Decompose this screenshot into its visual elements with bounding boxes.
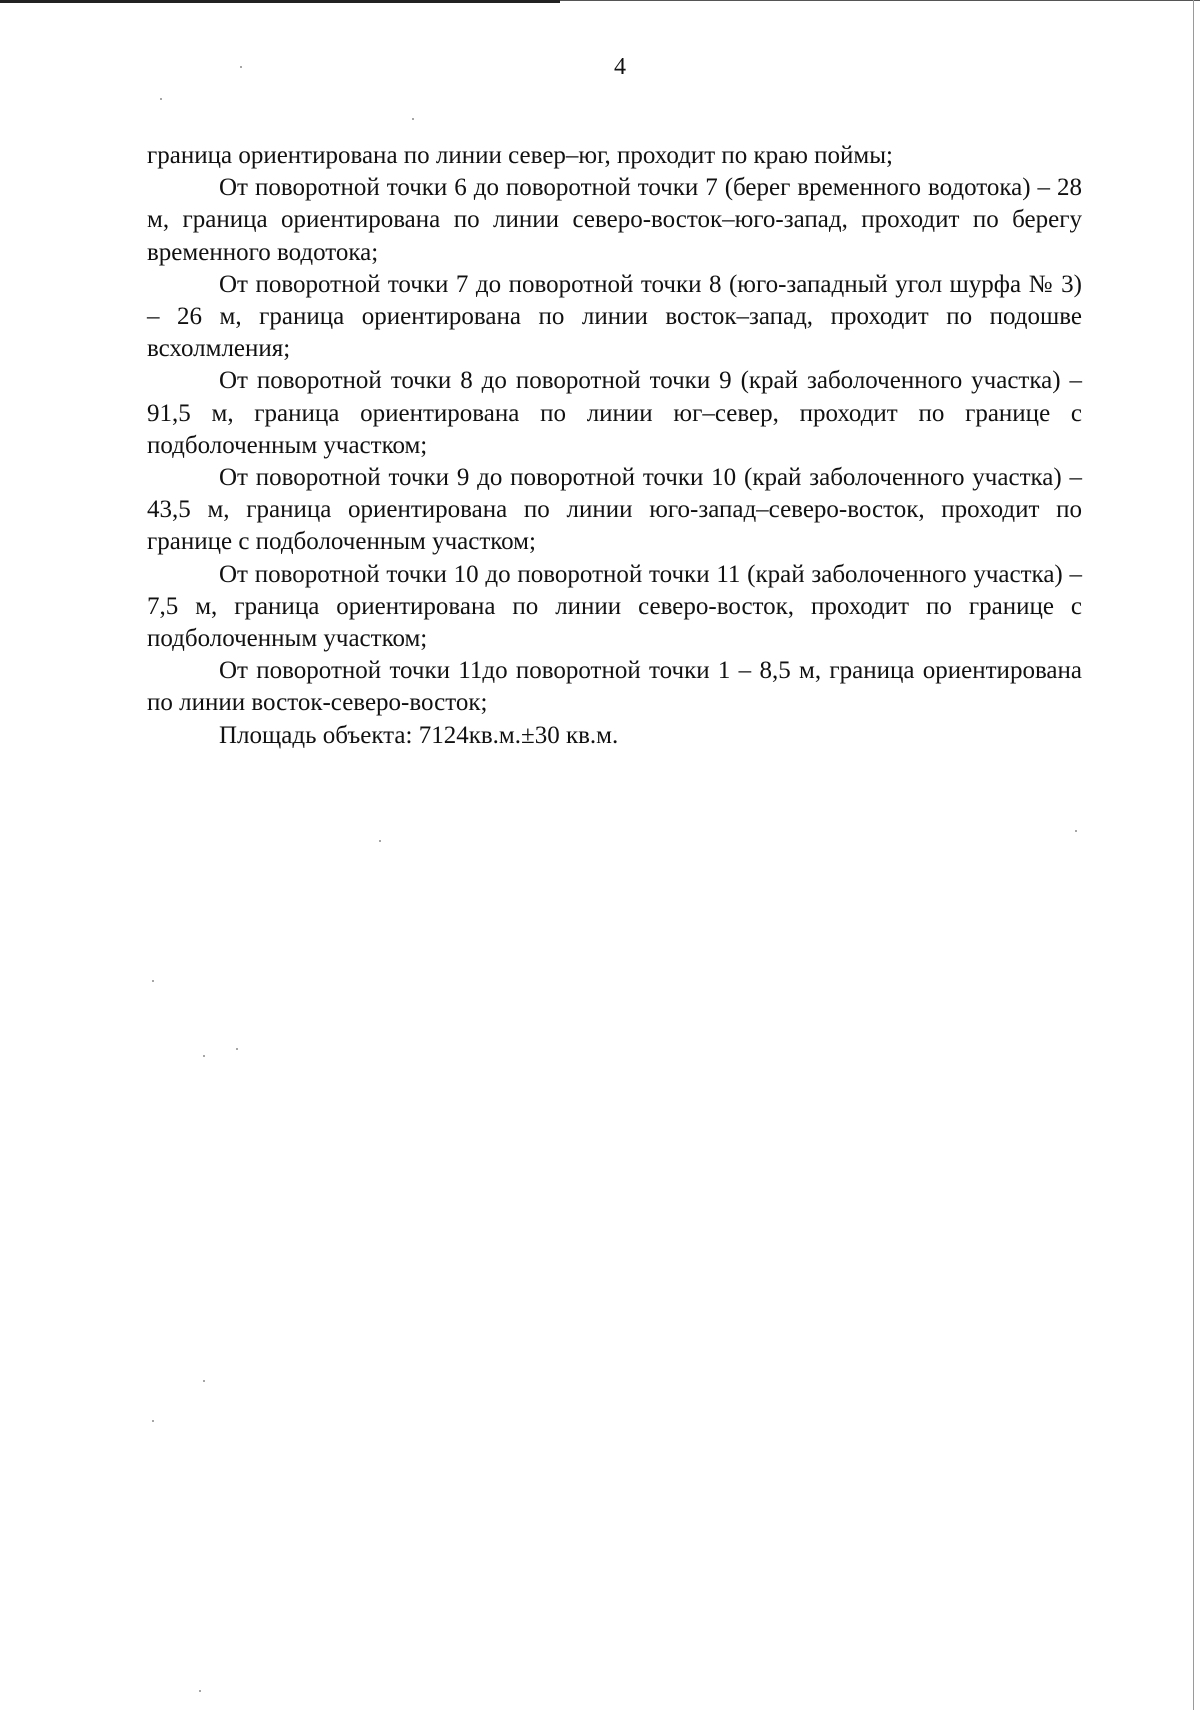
page-number: 4	[614, 54, 626, 80]
scan-edge-right	[1193, 0, 1194, 1710]
scan-speck	[1075, 830, 1077, 832]
scan-edge-top	[0, 0, 560, 3]
scan-speck	[412, 118, 414, 120]
paragraph-segment-8-9: От поворотной точки 8 до поворотной точки 9 (край заболоченного участка) – 91,5 м, граница ориентирована по линии юг–север, проходит по границе с подболоченным участком;	[147, 367, 1082, 459]
document-body	[147, 140, 1082, 752]
paragraph-area: Площадь объекта: 7124кв.м.±30 кв.м.	[219, 721, 619, 749]
paragraph-segment-9-10: От поворотной точки 9 до поворотной точки 10 (край заболоченного участка) – 43,5 м, граница ориентирована по линии юго-запад–северо-восток, проходит по границе с подболоченным участком;	[147, 464, 1082, 556]
scan-speck	[203, 1380, 205, 1382]
paragraph-segment-10-11: От поворотной точки 10 до поворотной точки 11 (край заболоченного участка) – 7,5 м, граница ориентирована по линии северо-восток, проходит по границе с подболоченным участком;	[147, 560, 1082, 653]
scan-speck	[152, 980, 154, 982]
paragraph-continuation: граница ориентирована по линии север–юг, проходит по краю поймы;	[147, 142, 893, 169]
scan-speck	[236, 1048, 238, 1050]
scan-speck	[203, 1055, 205, 1057]
paragraph-segment-6-7: От поворотной точки 6 до поворотной точки 7 (берег временного водотока) – 28 м, граница ориентирована по линии северо-восток–юго-запад, проходит по берегу временного водотока;	[147, 174, 1082, 266]
scan-speck	[240, 66, 242, 68]
paragraph-segment-7-8: От поворотной точки 7 до поворотной точки 8 (юго-западный угол шурфа № 3) – 26 м, граница ориентирована по линии восток–запад, проходит по подошве всхолмления;	[147, 270, 1082, 363]
paragraph-segment-11-1: От поворотной точки 11до поворотной точки 1 – 8,5 м, граница ориентирована по линии восток-северо-восток;	[147, 657, 1082, 717]
scan-speck	[160, 98, 162, 100]
scan-edge-top-faint	[560, 0, 1200, 1]
scan-speck	[152, 1420, 154, 1422]
scan-speck	[199, 1690, 201, 1692]
scan-speck	[379, 840, 381, 842]
